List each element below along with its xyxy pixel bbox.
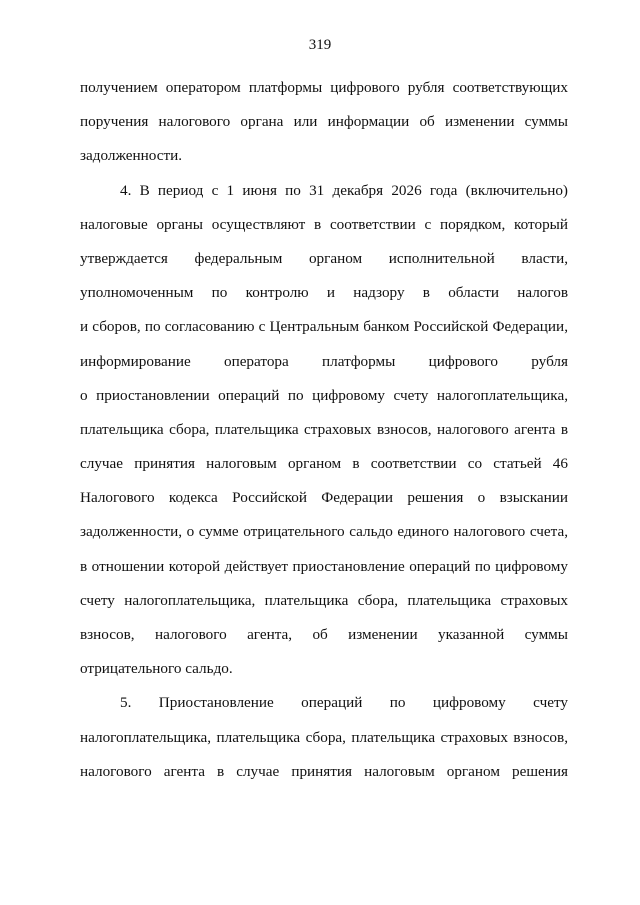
text-line: и сборов, по согласованию с Центральным банком Российской Федерации, [80, 318, 568, 336]
text-line: 5. Приостановление операций по цифровому счету [120, 694, 568, 712]
text-line: уполномоченным по контролю и надзору в области налогов [80, 284, 568, 302]
text-line: задолженности, о сумме отрицательного сальдо единого налогового счета, [80, 523, 568, 541]
text-line: задолженности. [80, 147, 183, 165]
text-line: поручения налогового органа или информации об изменении суммы [80, 113, 568, 131]
text-line: Налогового кодекса Российской Федерации решения о взыскании [80, 489, 568, 507]
text-line: взносов, налогового агента, об изменении указанной суммы [80, 626, 568, 643]
text-line: получением оператором платформы цифрового рубля соответствующих [80, 79, 568, 96]
text-line: о приостановлении операций по цифровому счету налогоплательщика, [80, 386, 568, 404]
text-line: отрицательного сальдо. [80, 660, 233, 678]
document-body [80, 76, 568, 794]
paragraph-4 [80, 179, 568, 692]
text-line: в отношении которой действует приостановление операций по цифровому [80, 557, 568, 575]
text-line: 4. В период с 1 июня по 31 декабря 2026 года (включительно) [120, 181, 568, 199]
text-line: случае принятия налоговым органом в соответствии со статьей 46 [80, 455, 568, 473]
paragraph-5 [80, 691, 568, 794]
text-line: информирование оператора платформы цифрового рубля [80, 352, 568, 370]
text-line: плательщика сбора, плательщика страховых взносов, налогового агента в [80, 420, 568, 438]
text-line: налогового агента в случае принятия налоговым органом решения [80, 762, 568, 780]
paragraph-continuation [80, 76, 568, 179]
text-line: налогоплательщика, плательщика сбора, плательщика страховых взносов, [80, 728, 568, 746]
text-line: утверждается федеральным органом исполнительной власти, [80, 249, 568, 267]
text-line: налоговые органы осуществляют в соответствии с порядком, который [80, 215, 568, 233]
text-line: счету налогоплательщика, плательщика сбора, плательщика страховых [80, 591, 568, 609]
page-number: 319 [308, 37, 332, 53]
